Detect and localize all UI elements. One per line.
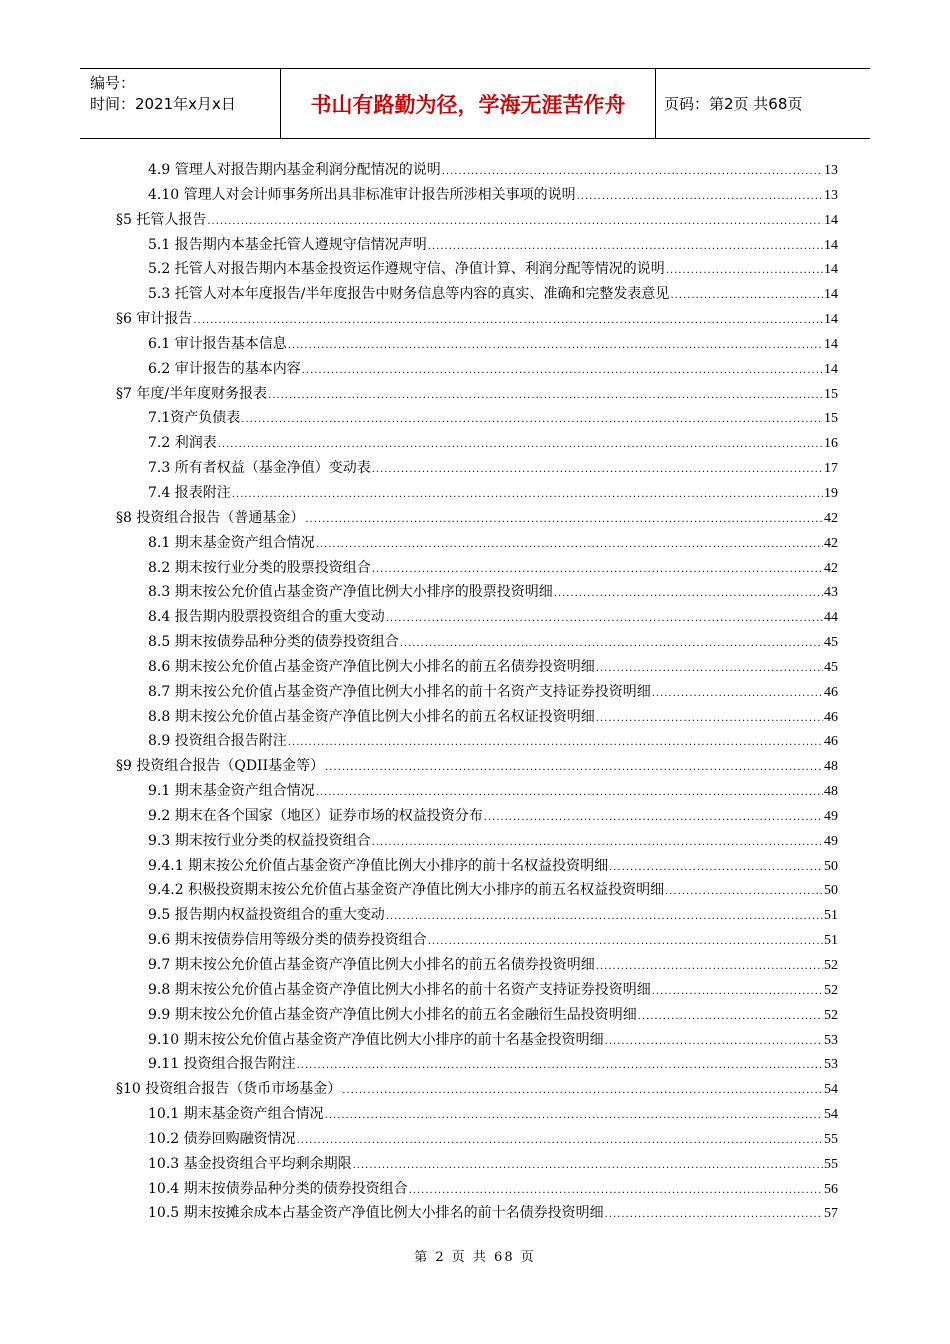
- toc-page-number: 14: [824, 262, 838, 278]
- toc-leader-dots: [577, 185, 823, 210]
- toc-entry-title: 9.11 投资组合报告附注: [148, 1056, 296, 1073]
- toc-entry-title: 4.9 管理人对报告期内基金利润分配情况的说明: [148, 162, 441, 178]
- toc-leader-dots: [268, 384, 823, 409]
- toc-entry-title: 8.4 报告期内股票投资组合的重大变动: [148, 609, 385, 626]
- toc-section-entry[interactable]: [116, 506, 838, 531]
- toc-page-number: 14: [824, 287, 838, 303]
- toc-entry-title: 8.5 期末按债券品种分类的债券投资组合: [148, 634, 399, 651]
- toc-entry-title: 8.1 期末基金资产组合情况: [148, 534, 315, 551]
- toc-page-number: 14: [824, 212, 838, 228]
- toc-leader-dots: [652, 682, 823, 707]
- toc-leader-dots: [484, 806, 823, 831]
- toc-leader-dots: [605, 1203, 823, 1228]
- toc-entry-title: §5 托管人报告: [116, 211, 207, 228]
- toc-page-number: 52: [824, 1007, 838, 1023]
- toc-subsection-entry[interactable]: [116, 655, 838, 680]
- toc-subsection-entry[interactable]: [116, 854, 838, 879]
- toc-subsection-entry[interactable]: [116, 804, 838, 829]
- toc-leader-dots: [302, 359, 823, 384]
- toc-entry-title: 9.1 期末基金资产组合情况: [148, 783, 315, 800]
- toc-entry-title: 10.2 债券回购融资情况: [148, 1130, 296, 1147]
- toc-page-number: 13: [824, 163, 838, 178]
- toc-page-number: 46: [824, 709, 838, 725]
- toc-leader-dots: [400, 632, 823, 657]
- toc-leader-dots: [325, 1104, 823, 1129]
- toc-entry-title: 6.1 审计报告基本信息: [148, 335, 287, 352]
- toc-entry-title: 6.2 审计报告的基本内容: [148, 360, 301, 377]
- toc-entry-title: 8.7 期末按公允价值占基金资产净值比例大小排名的前十名资产支持证券投资明细: [148, 683, 651, 700]
- toc-subsection-entry[interactable]: [116, 1177, 838, 1202]
- toc-subsection-entry[interactable]: [116, 481, 838, 506]
- toc-page-number: 19: [824, 485, 838, 501]
- toc-subsection-entry[interactable]: [116, 1152, 838, 1177]
- toc-page-number: 54: [824, 1082, 838, 1098]
- toc-entry-title: 9.3 期末按行业分类的权益投资组合: [148, 832, 371, 849]
- toc-entry-title: 9.5 报告期内权益投资组合的重大变动: [148, 907, 385, 924]
- toc-subsection-entry[interactable]: [116, 829, 838, 854]
- document-code-label: 编号：: [90, 74, 136, 92]
- header-page-info: 页码：第2页 共68页: [664, 95, 803, 113]
- toc-leader-dots: [218, 433, 823, 458]
- toc-entry-title: 9.9 期末按公允价值占基金资产净值比例大小排名的前五名金融衍生品投资明细: [148, 1006, 637, 1023]
- toc-page-number: 43: [824, 585, 838, 601]
- toc-entry-title: 9.7 期末按公允价值占基金资产净值比例大小排名的前五名债券投资明细: [148, 957, 595, 973]
- toc-leader-dots: [652, 980, 823, 1005]
- toc-section-entry[interactable]: [116, 1077, 838, 1102]
- toc-leader-dots: [596, 707, 823, 732]
- toc-page-number: 14: [824, 361, 838, 377]
- toc-subsection-entry[interactable]: [116, 233, 838, 258]
- toc-page-number: 44: [824, 610, 838, 626]
- toc-subsection-entry[interactable]: [116, 705, 838, 730]
- toc-entry-title: 9.4.2 积极投资期末按公允价值占基金资产净值比例大小排序的前五名权益投资明细: [148, 882, 665, 899]
- header-motto: 书山有路勤为径，学海无涯苦作舟: [280, 69, 656, 138]
- toc-page-number: 45: [824, 659, 838, 675]
- toc-page-number: 54: [824, 1107, 838, 1123]
- toc-page-number: 45: [824, 635, 838, 651]
- toc-subsection-entry[interactable]: [116, 1201, 838, 1226]
- toc-entry-title: 8.6 期末按公允价值占基金资产净值比例大小排名的前五名债券投资明细: [148, 658, 595, 675]
- toc-page-number: 15: [824, 386, 838, 402]
- toc-subsection-entry[interactable]: [116, 183, 838, 208]
- toc-leader-dots: [207, 210, 823, 235]
- toc-leader-dots: [297, 1054, 823, 1079]
- toc-subsection-entry[interactable]: [116, 357, 838, 382]
- toc-leader-dots: [316, 781, 823, 806]
- toc-leader-dots: [428, 930, 823, 955]
- toc-page-number: 14: [824, 336, 838, 352]
- toc-entry-title: 8.9 投资组合报告附注: [148, 733, 287, 750]
- toc-leader-dots: [386, 607, 823, 632]
- toc-entry-title: 7.3 所有者权益（基金净值）变动表: [148, 460, 371, 477]
- toc-page-number: 57: [824, 1206, 838, 1222]
- toc-leader-dots: [609, 856, 823, 881]
- toc-subsection-entry[interactable]: [116, 953, 838, 978]
- toc-page-number: 51: [824, 933, 838, 949]
- toc-entry-title: §6 审计报告: [116, 311, 193, 328]
- toc-section-entry[interactable]: [116, 208, 838, 233]
- toc-entry-title: 7.2 利润表: [148, 435, 217, 452]
- toc-entry-title: 9.10 期末按公允价值占基金资产净值比例大小排序的前十名基金投资明细: [148, 1031, 604, 1048]
- toc-page-number: 49: [824, 833, 838, 849]
- toc-page-number: 56: [824, 1181, 838, 1197]
- toc-entry-title: 4.10 管理人对会计师事务所出具非标准审计报告所涉相关事项的说明: [148, 186, 576, 203]
- toc-page-number: 53: [824, 1057, 838, 1073]
- toc-page-number: 48: [824, 759, 838, 775]
- header-meta: [80, 69, 280, 138]
- toc-leader-dots: [288, 334, 823, 359]
- toc-leader-dots: [554, 582, 823, 607]
- toc-page-number: 42: [824, 510, 838, 526]
- toc-page-number: 55: [824, 1156, 838, 1172]
- toc-entry-title: 5.2 托管人对报告期内本基金投资运作遵规守信、净值计算、利润分配等情况的说明: [148, 261, 665, 278]
- toc-entry-title: 8.2 期末按行业分类的股票投资组合: [148, 559, 371, 576]
- toc-entry-title: 10.1 期末基金资产组合情况: [148, 1106, 324, 1123]
- toc-page-number: 55: [824, 1131, 838, 1147]
- toc-entry-title: §7 年度/半年度财务报表: [116, 385, 268, 402]
- toc-subsection-entry[interactable]: [116, 978, 838, 1003]
- toc-subsection-entry[interactable]: [116, 1052, 838, 1077]
- page-footer: 第 2 页 共 68 页: [414, 1250, 536, 1265]
- toc-subsection-entry[interactable]: [116, 1127, 838, 1152]
- toc-subsection-entry[interactable]: [116, 903, 838, 928]
- toc-subsection-entry[interactable]: [116, 630, 838, 655]
- toc-leader-dots: [638, 1005, 823, 1030]
- toc-leader-dots: [325, 756, 823, 781]
- toc-entry-title: 10.3 基金投资组合平均剩余期限: [148, 1155, 352, 1172]
- toc-page-number: 49: [824, 808, 838, 824]
- toc-page-number: 52: [824, 982, 838, 998]
- toc-leader-dots: [241, 408, 823, 433]
- toc-leader-dots: [605, 1030, 823, 1055]
- toc-leader-dots: [353, 1154, 823, 1179]
- toc-page-number: 51: [824, 908, 838, 924]
- toc-subsection-entry[interactable]: [116, 928, 838, 953]
- toc-leader-dots: [665, 880, 823, 905]
- toc-subsection-entry[interactable]: [116, 1028, 838, 1053]
- toc-leader-dots: [409, 1179, 823, 1204]
- toc-entry-title: 5.1 报告期内本基金托管人遵规守信情况声明: [148, 236, 427, 253]
- toc-entry-title: 5.3 托管人对本年度报告/半年度报告中财务信息等内容的真实、准确和完整发表意见: [148, 286, 670, 303]
- table-of-contents: [116, 158, 838, 1226]
- toc-leader-dots: [193, 309, 823, 334]
- toc-subsection-entry[interactable]: [116, 332, 838, 357]
- toc-entry-title: §9 投资组合报告（QDII基金等）: [116, 758, 325, 775]
- toc-leader-dots: [232, 483, 823, 508]
- toc-leader-dots: [386, 905, 823, 930]
- toc-page-number: 48: [824, 784, 838, 800]
- toc-leader-dots: [288, 731, 823, 756]
- toc-page-number: 46: [824, 684, 838, 700]
- toc-entry-title: 7.1资产负债表: [148, 410, 241, 427]
- toc-page-number: 50: [824, 883, 838, 899]
- toc-subsection-entry[interactable]: [116, 878, 838, 903]
- toc-subsection-entry[interactable]: [116, 257, 838, 282]
- toc-entry-title: 8.8 期末按公允价值占基金资产净值比例大小排名的前五名权证投资明细: [148, 708, 595, 725]
- toc-entry-title: 7.4 报表附注: [148, 484, 231, 501]
- toc-subsection-entry[interactable]: [116, 556, 838, 581]
- toc-page-number: 15: [824, 411, 838, 427]
- toc-entry-title: 8.3 期末按公允价值占基金资产净值比例大小排序的股票投资明细: [148, 584, 553, 601]
- toc-page-number: 17: [824, 461, 838, 477]
- page-header: [80, 68, 870, 139]
- toc-entry-title: 9.8 期末按公允价值占基金资产净值比例大小排名的前十名资产支持证券投资明细: [148, 981, 651, 998]
- toc-section-entry[interactable]: [116, 382, 838, 407]
- toc-subsection-entry[interactable]: [116, 282, 838, 307]
- toc-subsection-entry[interactable]: [116, 431, 838, 456]
- toc-page-number: 42: [824, 560, 838, 576]
- toc-leader-dots: [596, 657, 823, 682]
- toc-subsection-entry[interactable]: [116, 531, 838, 556]
- toc-leader-dots: [428, 235, 823, 260]
- toc-subsection-entry[interactable]: [116, 779, 838, 804]
- toc-section-entry[interactable]: [116, 307, 838, 332]
- toc-page-number: 53: [824, 1032, 838, 1048]
- toc-entry-title: §8 投资组合报告（普通基金）: [116, 509, 305, 526]
- toc-leader-dots: [666, 259, 823, 284]
- toc-page-number: 14: [824, 237, 838, 253]
- toc-page-number: 46: [824, 734, 838, 750]
- toc-leader-dots: [372, 831, 823, 856]
- toc-leader-dots: [305, 508, 823, 533]
- toc-subsection-entry[interactable]: [116, 158, 838, 183]
- toc-page-number: 13: [824, 187, 838, 203]
- toc-leader-dots: [342, 1079, 823, 1104]
- toc-page-number: 14: [824, 312, 838, 328]
- toc-leader-dots: [372, 558, 823, 583]
- toc-subsection-entry[interactable]: [116, 580, 838, 605]
- toc-entry-title: 9.2 期末在各个国家（地区）证券市场的权益投资分布: [148, 807, 483, 824]
- toc-leader-dots: [670, 284, 823, 309]
- toc-section-entry[interactable]: [116, 754, 838, 779]
- toc-leader-dots: [372, 458, 823, 483]
- toc-subsection-entry[interactable]: [116, 680, 838, 705]
- toc-entry-title: 10.4 期末按债券品种分类的债券投资组合: [148, 1180, 408, 1197]
- toc-subsection-entry[interactable]: [116, 456, 838, 481]
- toc-subsection-entry[interactable]: [116, 406, 838, 431]
- toc-leader-dots: [297, 1129, 823, 1154]
- toc-entry-title: 9.4.1 期末按公允价值占基金资产净值比例大小排序的前十名权益投资明细: [148, 857, 609, 874]
- toc-leader-dots: [596, 955, 823, 980]
- toc-page-number: 16: [824, 436, 838, 452]
- toc-subsection-entry[interactable]: [116, 729, 838, 754]
- toc-entry-title: 9.6 期末按债券信用等级分类的债券投资组合: [148, 932, 427, 949]
- toc-subsection-entry[interactable]: [116, 1003, 838, 1028]
- toc-subsection-entry[interactable]: [116, 605, 838, 630]
- document-date: 时间：2021年x月x日: [90, 95, 236, 113]
- toc-page-number: 42: [824, 535, 838, 551]
- toc-page-number: 52: [824, 958, 838, 973]
- toc-entry-title: 10.5 期末按摊余成本占基金资产净值比例大小排名的前十名债券投资明细: [148, 1205, 604, 1222]
- toc-page-number: 50: [824, 858, 838, 874]
- toc-leader-dots: [316, 533, 823, 558]
- toc-leader-dots: [442, 160, 823, 185]
- toc-entry-title: §10 投资组合报告（货币市场基金）: [116, 1081, 342, 1098]
- toc-subsection-entry[interactable]: [116, 1102, 838, 1127]
